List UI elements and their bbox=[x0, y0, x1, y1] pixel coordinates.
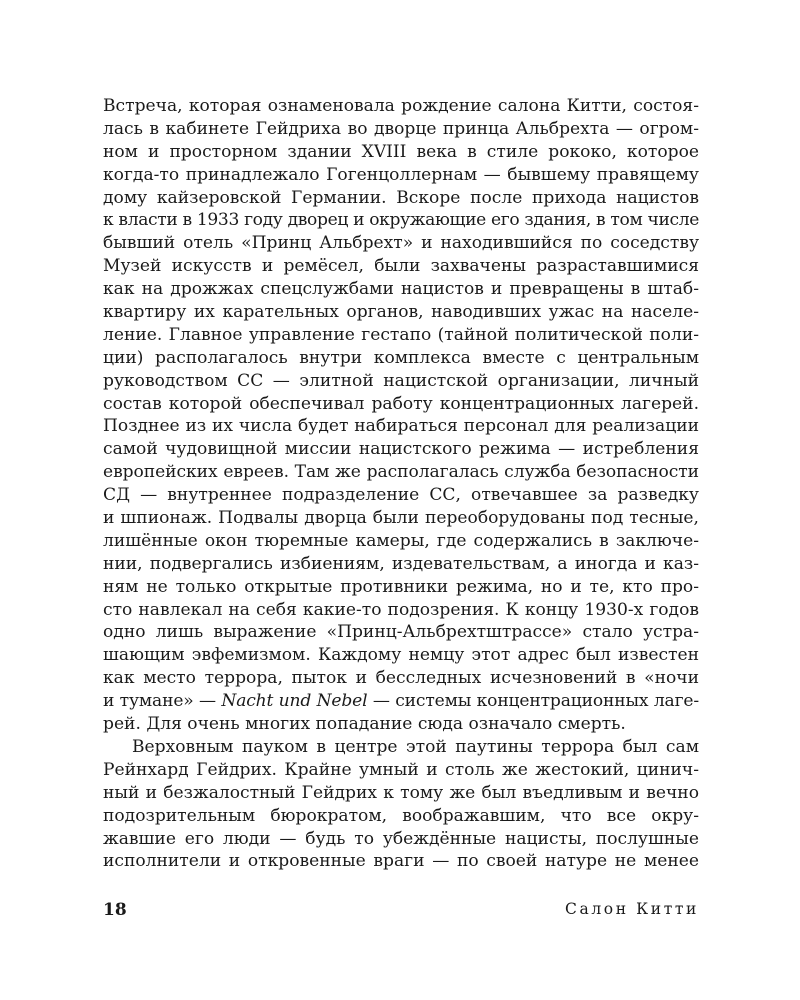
body-text bbox=[103, 95, 699, 873]
text-line: самой чудовищной миссии нацистского режима — истребления bbox=[103, 439, 699, 460]
paragraph-last-line: рей. Для очень многих попадание сюда означало смерть. bbox=[103, 714, 626, 735]
text-line: одно лишь выражение «Принц-Альбрехтштрассе» стало устра- bbox=[103, 622, 699, 643]
text-line: к власти в 1933 году дворец и окружающие его здания, в том числе bbox=[103, 210, 699, 231]
text-line: европейских евреев. Там же располагалась служба безопасности bbox=[103, 462, 699, 483]
text-segment: — системы концентрационных лаге- bbox=[367, 691, 699, 712]
running-title: Салон Китти bbox=[565, 900, 699, 918]
text-line: исполнители и откровенные враги — по своей натуре не менее bbox=[103, 851, 699, 872]
text-line: сто навлекал на себя какие-то подозрения. К концу 1930-х годов bbox=[103, 599, 699, 620]
text-line: состав которой обеспечивал работу концентрационных лагерей. bbox=[103, 393, 699, 414]
text-line: руководством СС — элитной нацистской организации, личный bbox=[103, 370, 699, 391]
text-line: Рейнхард Гейдрих. Крайне умный и столь же жестокий, цинич- bbox=[103, 759, 699, 780]
text-line: дому кайзеровской Германии. Вскоре после прихода нацистов bbox=[103, 187, 699, 208]
text-line: квартиру их карательных органов, наводивших ужас на населе- bbox=[103, 302, 699, 323]
text-line: Позднее из их числа будет набираться персонал для реализации bbox=[103, 416, 699, 437]
text-line: лишённые окон тюремные камеры, где содержались в заключе- bbox=[103, 530, 699, 551]
paragraph-first-line: Верховным пауком в центре этой паутины террора был сам bbox=[132, 736, 699, 757]
text-line: СД — внутреннее подразделение СС, отвечавшее за разведку bbox=[103, 485, 699, 506]
text-line: ням не только открытые противники режима, но и те, кто про- bbox=[103, 576, 699, 597]
text-line: шающим эвфемизмом. Каждому немцу этот адрес был известен bbox=[103, 645, 699, 666]
text-line: жавшие его люди — будь то убеждённые нацисты, послушные bbox=[103, 828, 699, 849]
text-line-with-italic bbox=[103, 690, 699, 713]
text-segment: и тумане» — bbox=[103, 691, 222, 712]
page-number: 18 bbox=[103, 900, 127, 920]
text-line: как на дрожжах спецслужбами нацистов и превращены в штаб- bbox=[103, 279, 699, 300]
text-line: ном и просторном здании XVIII века в стиле рококо, которое bbox=[103, 141, 699, 162]
text-line: и шпионаж. Подвалы дворца были переоборудованы под тесные, bbox=[103, 508, 699, 529]
text-line: ции) располагалось внутри комплекса вместе с центральным bbox=[103, 347, 699, 368]
page-footer bbox=[103, 900, 699, 924]
text-line: нии, подвергались избиениям, издевательствам, а иногда и каз- bbox=[103, 553, 699, 574]
text-line: лась в кабинете Гейдриха во дворце принца Альбрехта — огром- bbox=[103, 118, 699, 139]
text-line: Музей искусств и ремёсел, были захвачены разраставшимися bbox=[103, 256, 699, 277]
text-line: когда-то принадлежало Гогенцоллернам — бывшему правящему bbox=[103, 164, 699, 185]
italic-phrase: Nacht und Nebel bbox=[221, 691, 368, 712]
text-line: Встреча, которая ознаменовала рождение салона Китти, состоя- bbox=[103, 96, 699, 116]
text-line: как место террора, пыток и бесследных исчезновений в «ночи bbox=[103, 668, 699, 689]
text-line: бывший отель «Принц Альбрехт» и находившийся по соседству bbox=[103, 233, 699, 254]
text-line: ление. Главное управление гестапо (тайной политической поли- bbox=[103, 324, 699, 345]
text-line: ный и безжалостный Гейдрих к тому же был въедливым и вечно bbox=[103, 782, 699, 803]
text-line: подозрительным бюрократом, воображавшим, что все окру- bbox=[103, 805, 699, 826]
